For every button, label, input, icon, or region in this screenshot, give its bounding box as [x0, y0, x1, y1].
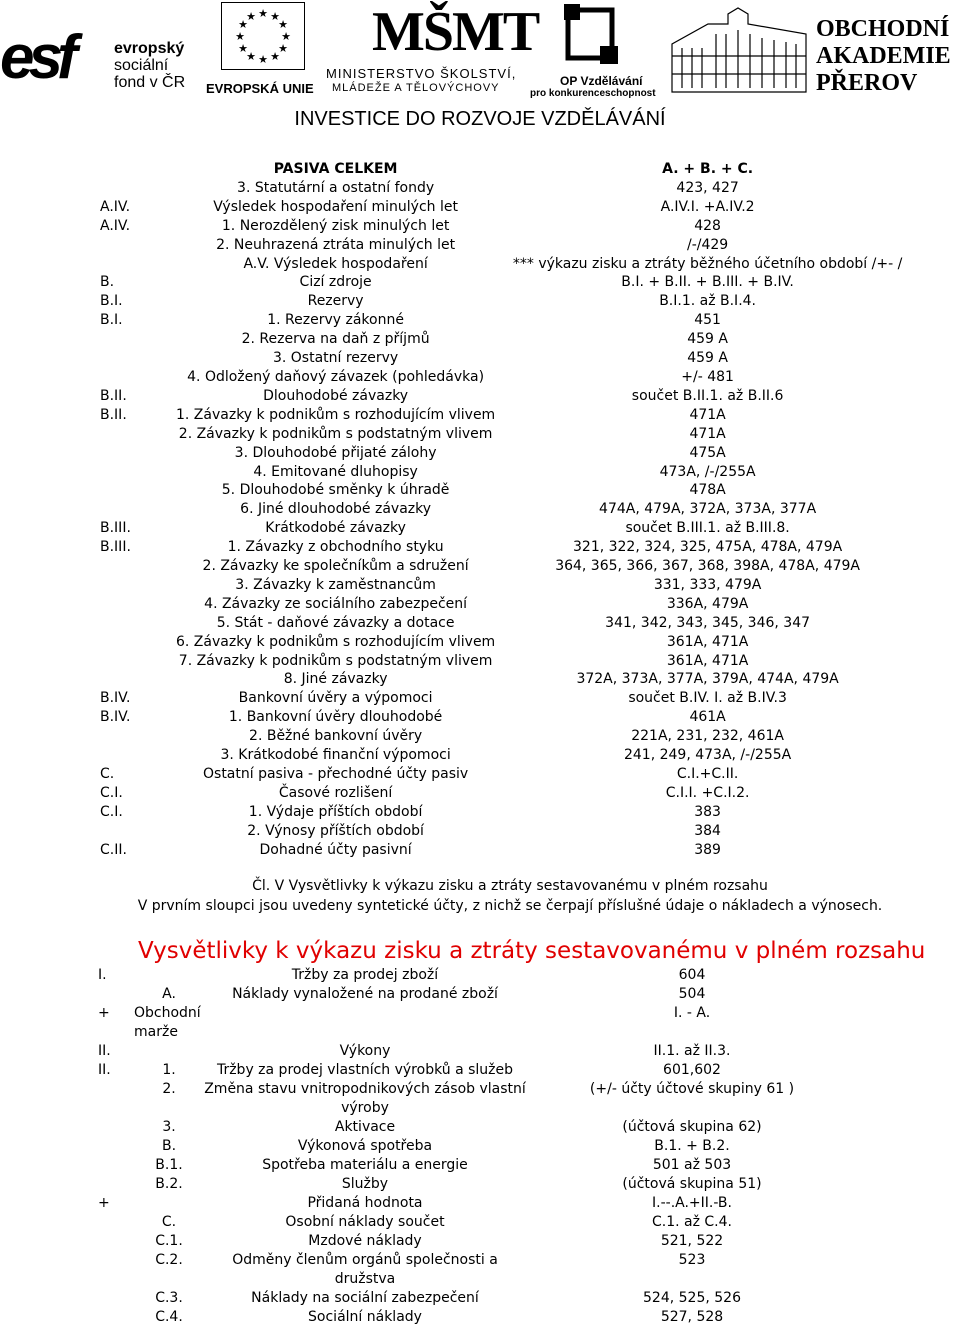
svg-text:★: ★	[258, 53, 268, 66]
vzz-label: Mzdové náklady	[308, 1233, 422, 1249]
msmt-logo	[326, 0, 539, 98]
pasiva-accounts: 423, 427	[676, 179, 739, 196]
pasiva-label: 2. Závazky ke společníkům a sdružení	[202, 558, 469, 575]
pasiva-row	[100, 255, 920, 274]
vzz-code: Obchodní marže	[134, 1005, 201, 1040]
vzz-sign	[98, 1251, 134, 1289]
pasiva-accounts: 221A, 231, 232, 461A	[631, 728, 784, 745]
pasiva-label: 1. Bankovní úvěry dlouhodobé	[228, 709, 443, 726]
oa-line: PŘEROV	[816, 70, 918, 96]
pasiva-label: Bankovní úvěry a výpomoci	[238, 690, 433, 707]
pasiva-row	[100, 368, 920, 387]
pasiva-label: 3. Statutární a ostatní fondy	[237, 179, 435, 196]
pasiva-code: C.II.	[100, 841, 127, 858]
pasiva-row	[100, 784, 920, 803]
pasiva-code	[100, 500, 176, 519]
vzz-accounts: (účtová skupina 51)	[622, 1176, 762, 1192]
pasiva-label: 7. Závazky k podnikům s podstatným vlivem	[178, 652, 493, 669]
vzz-row	[98, 1004, 858, 1042]
vzz-label: Náklady na sociální zabezpečení	[251, 1290, 479, 1306]
vzz-sign: +	[98, 1005, 110, 1021]
pasiva-accounts: A. + B. + C.	[662, 161, 754, 177]
vzz-label: Tržby za prodej zboží	[291, 967, 439, 983]
vzz-code: C.2.	[155, 1252, 183, 1268]
pasiva-code: B.I.	[100, 293, 123, 310]
pasiva-row	[100, 500, 920, 519]
pasiva-code	[100, 463, 176, 482]
pasiva-code	[100, 160, 176, 179]
pasiva-label: 1. Závazky z obchodního styku	[227, 539, 444, 556]
pasiva-accounts: /-/429	[686, 236, 729, 253]
vzz-row	[98, 1251, 858, 1289]
pasiva-code	[100, 822, 176, 841]
pasiva-code: C.I.	[100, 803, 123, 820]
pasiva-label: Dohadné účty pasivní	[259, 841, 412, 858]
pasiva-accounts: 383	[694, 803, 721, 820]
pasiva-code	[100, 425, 176, 444]
pasiva-code	[100, 633, 176, 652]
svg-text:★: ★	[235, 30, 245, 43]
esf-mark: esf	[0, 23, 72, 92]
vzz-code: C.4.	[155, 1309, 183, 1325]
pasiva-accounts: C.I.I. +C.I.2.	[665, 784, 750, 801]
vzz-sign	[98, 985, 134, 1004]
pasiva-code	[100, 330, 176, 349]
vzz-row	[98, 1118, 858, 1137]
vzz-accounts: B.1. + B.2.	[654, 1138, 730, 1154]
eu-stars-icon	[222, 3, 304, 69]
vzz-code	[134, 966, 204, 985]
svg-text:★: ★	[278, 18, 288, 31]
pasiva-code: C.	[100, 766, 115, 782]
pasiva-code	[100, 746, 176, 765]
vzz-code: B.1.	[155, 1157, 183, 1173]
vzz-label: Náklady vynaložené na prodané zboží	[232, 986, 498, 1002]
pasiva-code	[100, 349, 176, 368]
svg-text:★: ★	[270, 10, 280, 23]
pasiva-label: 2. Výnosy příštích období	[247, 822, 424, 839]
pasiva-accounts: součet B.II.1. až B.II.6	[631, 387, 784, 404]
svg-text:★: ★	[258, 7, 268, 20]
pasiva-row	[100, 481, 920, 500]
pasiva-label: 4. Odložený daňový závazek (pohledávka)	[187, 368, 485, 385]
pasiva-label: 5. Dlouhodobé směnky k úhradě	[221, 482, 450, 499]
pasiva-code: B.IV.	[100, 709, 131, 726]
pasiva-row	[100, 576, 920, 595]
vzz-sign	[98, 1175, 134, 1194]
pasiva-label: 4. Závazky ze sociálního zabezpečení	[204, 595, 468, 612]
pasiva-accounts: B.I.1. až B.I.4.	[659, 293, 756, 310]
pasiva-row	[100, 406, 920, 425]
pasiva-label: Časové rozlišení	[278, 784, 393, 801]
pasiva-code	[100, 595, 176, 614]
pasiva-accounts: 461A	[689, 709, 726, 726]
pasiva-label: 6. Závazky k podnikům s rozhodujícím vlivem	[176, 633, 496, 650]
pasiva-row	[100, 557, 920, 576]
pasiva-accounts: 361A, 471A	[666, 633, 749, 650]
pasiva-accounts: 384	[694, 822, 721, 839]
pasiva-accounts: 473A, /-/255A	[659, 463, 756, 480]
vzz-accounts: C.1. až C.4.	[652, 1214, 732, 1230]
vzz-accounts: (účtová skupina 62)	[622, 1119, 762, 1135]
op-line1: OP Vzdělávání	[560, 74, 643, 88]
pasiva-row	[100, 538, 920, 557]
pasiva-accounts: součet B.III.1. až B.III.8.	[625, 520, 790, 537]
vzz-sign	[98, 1213, 134, 1232]
vzz-sign: II.	[98, 1062, 111, 1078]
vzz-code: C.	[161, 1214, 177, 1230]
pasiva-code: B.III.	[100, 520, 131, 537]
pasiva-row	[100, 822, 920, 841]
pasiva-code: B.II.	[100, 406, 127, 423]
svg-text:★: ★	[246, 50, 256, 63]
msmt-mark: MŠMT	[372, 1, 539, 63]
esf-text-line: fond v ČR	[114, 74, 186, 91]
section-title: Vysvětlivky k výkazu zisku a ztráty sestavovanému v plném rozsahu	[138, 938, 926, 964]
vzz-accounts: 504	[678, 986, 706, 1002]
pasiva-row	[100, 330, 920, 349]
vzz-accounts: 527, 528	[660, 1309, 724, 1325]
pasiva-row	[100, 803, 920, 822]
vzz-sign	[98, 1232, 134, 1251]
vzz-label: Výkonová spotřeba	[297, 1138, 433, 1154]
pasiva-code	[100, 444, 176, 463]
pasiva-row	[100, 311, 920, 330]
school-building-image	[668, 4, 810, 96]
pasiva-accounts: 336A, 479A	[666, 595, 749, 612]
pasiva-accounts: 321, 322, 324, 325, 475A, 478A, 479A	[573, 539, 843, 556]
pasiva-row	[100, 689, 920, 708]
vzz-row	[98, 1080, 858, 1118]
vzz-sign	[98, 1156, 134, 1175]
pasiva-code	[100, 481, 176, 500]
pasiva-label: 4. Emitované dluhopisy	[253, 463, 418, 480]
pasiva-accounts: 451	[694, 312, 721, 329]
vzz-label: Výkony	[339, 1043, 391, 1059]
pasiva-row	[100, 633, 920, 652]
pasiva-accounts: 241, 249, 473A, /-/255A	[623, 747, 792, 764]
pasiva-accounts: 471A	[689, 406, 726, 423]
vzz-sign	[98, 1080, 134, 1118]
vzz-code: B.2.	[155, 1176, 183, 1192]
vzz-accounts: I.--.A.+II.-B.	[652, 1195, 732, 1211]
vzz-accounts: I. - A.	[673, 1005, 711, 1021]
vzz-label: Změna stavu vnitropodnikových zásob vlastní výroby	[204, 1081, 526, 1116]
vzz-accounts: 501 až 503	[652, 1157, 732, 1173]
pasiva-row	[100, 292, 920, 311]
vzz-accounts: 604	[678, 967, 706, 983]
pasiva-label: Cizí zdroje	[299, 274, 372, 291]
svg-text:★: ★	[246, 10, 256, 23]
vzz-code	[134, 1042, 204, 1061]
pasiva-row	[100, 198, 920, 217]
vzz-sign: II.	[98, 1043, 111, 1059]
pasiva-code	[100, 557, 176, 576]
vzz-code: 2.	[162, 1081, 176, 1097]
eu-flag-icon	[221, 2, 305, 70]
pasiva-label: 2. Závazky k podnikům s podstatným vlivem	[178, 425, 493, 442]
esf-logo	[0, 10, 190, 100]
vzz-accounts: 523	[678, 1252, 706, 1268]
vzz-sign: I.	[98, 967, 107, 983]
pasiva-table	[100, 160, 920, 860]
pasiva-code: B.	[100, 274, 115, 291]
vzz-sign	[98, 1308, 134, 1327]
pasiva-label: PASIVA CELKEM	[273, 161, 398, 177]
pasiva-accounts: 341, 342, 343, 345, 346, 347	[605, 614, 811, 631]
vzz-accounts: (+/- účty účtové skupiny 61 )	[589, 1081, 795, 1097]
vzz-label: Sociální náklady	[308, 1309, 422, 1325]
pasiva-accounts: 459 A	[687, 331, 728, 348]
pasiva-label: 2. Běžné bankovní úvěry	[249, 728, 423, 745]
esf-text-line: evropský	[114, 40, 185, 57]
pasiva-accounts: 471A	[689, 425, 726, 442]
pasiva-label: Dlouhodobé závazky	[263, 387, 409, 404]
eu-label: EVROPSKÁ UNIE	[206, 81, 314, 96]
pasiva-code	[100, 652, 176, 671]
pasiva-accounts: B.I. + B.II. + B.III. + B.IV.	[621, 274, 794, 291]
vzz-code: 3.	[162, 1119, 176, 1135]
pasiva-row	[100, 652, 920, 671]
op-line2: pro konkurenceschopnost	[530, 88, 656, 99]
pasiva-code	[100, 255, 176, 274]
pasiva-label: A.V. Výsledek hospodaření	[243, 255, 428, 272]
svg-text:★: ★	[238, 42, 248, 55]
investice-slogan: INVESTICE DO ROZVOJE VZDĚLÁVÁNÍ	[294, 108, 666, 130]
pasiva-row	[100, 463, 920, 482]
vzz-row	[98, 1308, 858, 1327]
svg-text:★: ★	[281, 30, 291, 43]
eu-logo	[206, 2, 318, 96]
svg-text:★: ★	[278, 42, 288, 55]
pasiva-label: 3. Krátkodobé finanční výpomoci	[220, 747, 451, 764]
vzz-row	[98, 1194, 858, 1213]
pasiva-label: Výsledek hospodaření minulých let	[213, 198, 458, 215]
pasiva-accounts: *** výkazu zisku a ztráty běžného účetního období /+- /	[512, 255, 903, 272]
pasiva-accounts: 428	[694, 217, 721, 234]
pasiva-code: B.III.	[100, 539, 131, 556]
op-logo	[530, 4, 658, 99]
pasiva-row	[100, 160, 920, 179]
vzz-accounts: 521, 522	[660, 1233, 724, 1249]
vzz-label: Osobní náklady součet	[285, 1214, 445, 1230]
vzz-table	[98, 966, 858, 1327]
vzz-label: Služby	[341, 1176, 389, 1192]
pasiva-code: B.I.	[100, 312, 123, 329]
vzz-accounts: II.1. až II.3.	[653, 1043, 731, 1059]
vzz-row	[98, 1289, 858, 1308]
vzz-label	[204, 1004, 526, 1042]
pasiva-row	[100, 349, 920, 368]
pasiva-label: 1. Nerozdělený zisk minulých let	[221, 217, 450, 234]
op-mark-icon	[560, 4, 620, 64]
pasiva-row	[100, 670, 920, 689]
pasiva-code: C.I.	[100, 784, 123, 801]
pasiva-accounts: součet B.IV. I. až B.IV.3	[628, 690, 787, 707]
pasiva-accounts: 372A, 373A, 377A, 379A, 474A, 479A	[576, 671, 839, 688]
vzz-row	[98, 966, 858, 985]
vzz-row	[98, 1213, 858, 1232]
pasiva-code: A.IV.	[100, 217, 131, 234]
vzz-row	[98, 1156, 858, 1175]
svg-text:★: ★	[238, 18, 248, 31]
pasiva-accounts: 478A	[689, 482, 726, 499]
pasiva-row	[100, 727, 920, 746]
pasiva-label: 3. Dlouhodobé přijaté zálohy	[234, 444, 437, 461]
svg-text:★: ★	[270, 50, 280, 63]
pasiva-label: 2. Neuhrazená ztráta minulých let	[216, 236, 456, 253]
vzz-sign	[98, 1118, 134, 1137]
pasiva-accounts: 364, 365, 366, 367, 368, 398A, 478A, 479A	[555, 558, 860, 575]
vzz-row	[98, 1175, 858, 1194]
pasiva-code	[100, 614, 176, 633]
pasiva-row	[100, 614, 920, 633]
pasiva-accounts: 361A, 471A	[666, 652, 749, 669]
vzz-label: Tržby za prodej vlastních výrobků a služeb	[216, 1062, 514, 1078]
vzz-row	[98, 1137, 858, 1156]
msmt-line2: MLÁDEŽE A TĚLOVÝCHOVY	[332, 82, 500, 94]
pasiva-accounts: 474A, 479A, 372A, 373A, 377A	[599, 501, 817, 518]
pasiva-label: 5. Stát - daňové závazky a dotace	[216, 614, 455, 631]
pasiva-label: 1. Rezervy zákonné	[267, 312, 404, 329]
pasiva-row	[100, 746, 920, 765]
vzz-label: Spotřeba materiálu a energie	[262, 1157, 468, 1173]
pasiva-label: 6. Jiné dlouhodobé závazky	[240, 501, 432, 518]
pasiva-accounts: C.I.+C.II.	[676, 766, 739, 782]
pasiva-accounts: 389	[694, 841, 721, 858]
vzz-code: 1.	[162, 1062, 176, 1078]
pasiva-accounts: 459 A	[687, 350, 728, 367]
vzz-row	[98, 1042, 858, 1061]
pasiva-code	[100, 179, 176, 198]
msmt-line1: MINISTERSTVO ŠKOLSTVÍ,	[326, 66, 517, 81]
pasiva-row	[100, 387, 920, 406]
pasiva-row	[100, 273, 920, 292]
pasiva-code: A.IV.	[100, 198, 131, 215]
vzz-label: Aktivace	[334, 1119, 396, 1135]
pasiva-accounts: 475A	[689, 444, 726, 461]
pasiva-label: 1. Výdaje příštích období	[248, 803, 423, 820]
pasiva-label: 3. Závazky k zaměstnancům	[235, 576, 436, 593]
vzz-accounts: 601,602	[663, 1062, 721, 1078]
building-icon	[668, 4, 810, 96]
esf-text	[114, 40, 185, 91]
pasiva-row	[100, 765, 920, 784]
vzz-sign	[98, 1137, 134, 1156]
vzz-sign: +	[98, 1195, 110, 1211]
pasiva-row	[100, 595, 920, 614]
pasiva-row	[100, 841, 920, 860]
pasiva-label: Krátkodobé závazky	[265, 520, 406, 537]
vzz-accounts: 524, 525, 526	[643, 1290, 741, 1306]
pasiva-accounts: +/- 481	[681, 368, 734, 385]
pasiva-label: 1. Závazky k podnikům s rozhodujícím vlivem	[176, 406, 496, 423]
pasiva-row	[100, 217, 920, 236]
vzz-label: Odměny členům orgánů společnosti a družstva	[232, 1252, 498, 1287]
pasiva-row	[100, 179, 920, 198]
vzz-code: C.1.	[155, 1233, 183, 1249]
oa-line: OBCHODNÍ	[816, 16, 950, 42]
vzz-label: Přidaná hodnota	[307, 1195, 423, 1211]
pasiva-row	[100, 708, 920, 727]
pasiva-code	[100, 236, 176, 255]
pasiva-row	[100, 425, 920, 444]
vzz-sign	[98, 1289, 134, 1308]
vzz-code: C.3.	[155, 1290, 183, 1306]
pasiva-code: B.IV.	[100, 690, 131, 707]
vzz-code	[134, 1194, 204, 1213]
pasiva-label: 3. Ostatní rezervy	[272, 350, 399, 367]
pasiva-row	[100, 444, 920, 463]
pasiva-row	[100, 519, 920, 538]
vzz-row	[98, 985, 858, 1004]
pasiva-code	[100, 368, 176, 387]
pasiva-accounts: A.IV.I. +A.IV.2	[660, 198, 755, 215]
oa-line: AKADEMIE	[816, 43, 951, 69]
header-logos	[0, 0, 960, 100]
vzz-code: A.	[162, 986, 176, 1002]
pasiva-accounts: 331, 333, 479A	[653, 576, 762, 593]
note-article: Čl. V Vysvětlivky k výkazu zisku a ztráty sestavovanému v plném rozsahu	[252, 878, 768, 894]
vzz-row	[98, 1232, 858, 1251]
note-explanation: V prvním sloupci jsou uvedeny syntetické účty, z nichž se čerpají příslušné údaje o nákladech a výnosech.	[137, 898, 883, 914]
pasiva-label: 8. Jiné závazky	[283, 671, 388, 688]
pasiva-label: 2. Rezerva na daň z příjmů	[241, 331, 430, 348]
oa-prerov-logo	[816, 16, 960, 100]
pasiva-row	[100, 236, 920, 255]
pasiva-code	[100, 576, 176, 595]
vzz-row	[98, 1061, 858, 1080]
vzz-code: B.	[161, 1138, 177, 1154]
pasiva-code: B.II.	[100, 387, 127, 404]
esf-text-line: sociální	[114, 57, 169, 74]
pasiva-label: Rezervy	[307, 293, 364, 310]
pasiva-code	[100, 727, 176, 746]
pasiva-code	[100, 670, 176, 689]
pasiva-label: Ostatní pasiva - přechodné účty pasiv	[203, 766, 469, 782]
